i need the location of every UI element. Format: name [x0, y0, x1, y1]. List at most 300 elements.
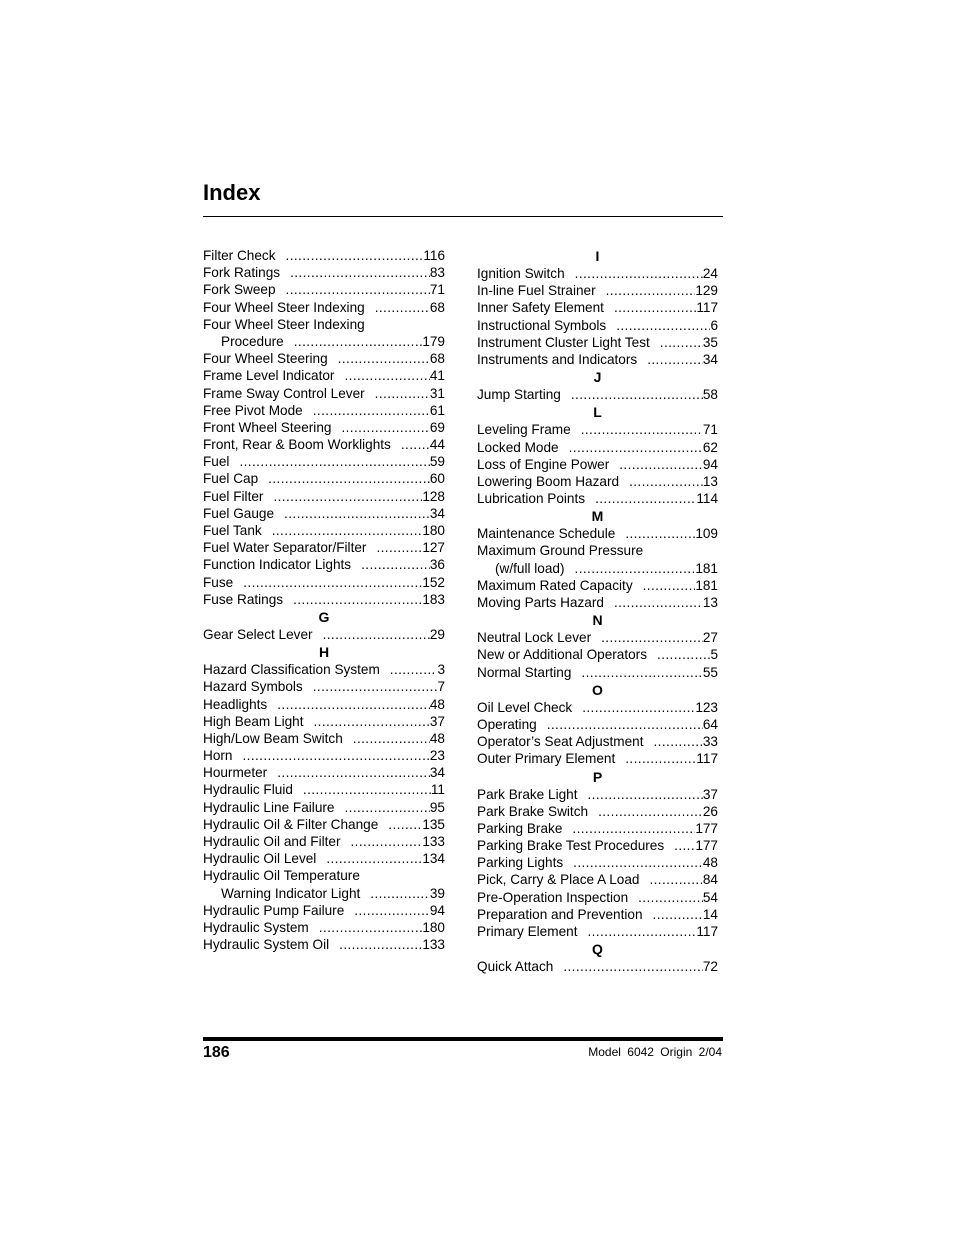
- dot-leader: [274, 505, 430, 522]
- index-entry-term: Frame Level Indicator: [203, 368, 335, 384]
- index-entry-term-continued: Procedure: [221, 333, 284, 349]
- index-entry-page: 127: [422, 540, 445, 556]
- index-entry-term: Quick Attach: [477, 959, 554, 975]
- dot-leader: [596, 282, 696, 299]
- index-entry-term: Park Brake Switch: [477, 803, 589, 819]
- index-entry: [203, 816, 445, 833]
- index-entry-term: Hourmeter: [203, 765, 268, 781]
- index-entry-term: Ignition Switch: [477, 266, 565, 281]
- dot-leader: [650, 334, 703, 351]
- index-entry-page: 31: [429, 385, 445, 401]
- index-entry: [203, 850, 445, 867]
- index-entry-term: Operating: [477, 716, 537, 732]
- dot-leader: [303, 402, 430, 419]
- dot-leader: [578, 786, 703, 803]
- index-entry-term: Inner Safety Element: [477, 300, 604, 316]
- index-entry: [203, 591, 445, 608]
- index-entry-term: Lubrication Points: [477, 491, 586, 507]
- index-entry: [203, 713, 445, 730]
- index-entry-page: 94: [429, 902, 445, 918]
- index-entry-page: 116: [423, 248, 445, 263]
- index-entry-term: Hydraulic Line Failure: [203, 799, 335, 815]
- dot-leader: [588, 803, 703, 820]
- index-entry: [203, 833, 445, 850]
- index-entry-page: 24: [702, 266, 718, 281]
- index-entry-page: 61: [429, 402, 445, 418]
- dot-leader: [316, 850, 422, 867]
- index-letter-heading: J: [593, 369, 602, 386]
- dot-leader: [591, 629, 703, 646]
- dot-leader: [328, 350, 430, 367]
- dot-leader: [565, 265, 703, 282]
- index-entry-page: 183: [422, 591, 445, 607]
- index-entry-term: Instrument Cluster Light Test: [477, 334, 650, 350]
- index-entry: [203, 436, 445, 453]
- index-entry-page: 35: [702, 334, 718, 350]
- index-entry-term: Fork Ratings: [203, 265, 281, 281]
- index-entry: [203, 747, 445, 764]
- index-entry: [203, 367, 445, 384]
- dot-leader: [585, 490, 696, 507]
- header-rule: [203, 216, 723, 217]
- index-entry: [477, 646, 718, 663]
- index-entry-page: 13: [702, 595, 718, 610]
- index-entry-term: New or Additional Operators: [477, 647, 648, 663]
- index-letter-heading: L: [593, 404, 602, 421]
- dot-leader: [537, 716, 703, 733]
- index-entry-page: 133: [422, 834, 445, 849]
- index-entry-term: Fuel Filter: [203, 488, 264, 504]
- index-entry-page: 44: [429, 437, 445, 453]
- index-letter-heading: O: [592, 681, 603, 698]
- index-entry: [477, 421, 718, 438]
- dot-leader: [664, 837, 695, 854]
- dot-leader: [571, 664, 702, 681]
- index-entry-term: Parking Brake Test Procedures: [477, 838, 665, 854]
- index-entry: [477, 803, 718, 820]
- index-entry: [203, 419, 445, 436]
- index-entry: [477, 750, 718, 767]
- index-entry: [477, 542, 718, 576]
- index-entry-term: Front Wheel Steering: [203, 419, 332, 435]
- index-entry: [477, 820, 718, 837]
- index-entry-page: 71: [429, 282, 445, 298]
- index-entry-page: 27: [702, 630, 718, 646]
- index-entry-page: 6: [710, 317, 718, 333]
- index-entry: [477, 490, 718, 507]
- index-entry-page: 7: [437, 679, 445, 695]
- index-entry: [203, 350, 445, 367]
- index-entry-page: 177: [695, 838, 718, 854]
- index-entry-term: Pre-Operation Inspection: [477, 889, 629, 905]
- index-entry-term: Pick, Carry & Place A Load: [477, 872, 640, 888]
- dot-leader: [276, 247, 424, 264]
- index-entry-term: High Beam Light: [203, 713, 304, 729]
- dot-leader: [606, 317, 710, 334]
- index-entry-page: 117: [696, 300, 718, 316]
- index-entry: [477, 265, 718, 282]
- index-entry-page: 69: [429, 419, 445, 435]
- index-entry-page: 181: [695, 577, 718, 593]
- index-entry: [477, 577, 718, 594]
- index-entry: [203, 488, 445, 505]
- dot-leader: [604, 594, 703, 611]
- index-entry-page: 36: [429, 557, 445, 573]
- index-entry-term: Headlights: [203, 696, 268, 712]
- index-entry: [477, 629, 718, 646]
- dot-leader: [351, 556, 430, 573]
- index-entry-term: Fork Sweep: [203, 282, 276, 298]
- index-entry-page: 37: [429, 713, 445, 729]
- index-entry: [477, 282, 718, 299]
- dot-leader: [378, 816, 422, 833]
- index-entry: [203, 402, 445, 419]
- index-entry-term: Fuel Water Separator/Filter: [203, 540, 367, 556]
- footer-rule: [203, 1037, 723, 1041]
- index-entry-page: 128: [422, 488, 445, 504]
- index-entry-term: Normal Starting: [477, 664, 572, 680]
- dot-leader: [329, 936, 422, 953]
- index-entry: [203, 661, 445, 678]
- index-entry: [203, 730, 445, 747]
- dot-leader: [391, 436, 430, 453]
- dot-leader: [633, 577, 696, 594]
- index-column-left: [203, 247, 445, 953]
- index-entry: [477, 594, 718, 611]
- dot-leader: [565, 560, 696, 577]
- index-entry-term: Hydraulic Oil and Filter: [203, 834, 341, 849]
- index-entry: [203, 453, 445, 470]
- index-entry-term: Front, Rear & Boom Worklights: [203, 437, 391, 453]
- index-entry-term: Hazard Classification System: [203, 662, 380, 678]
- index-entry-term: Instructional Symbols: [477, 317, 607, 333]
- index-entry-page: 41: [429, 368, 445, 384]
- dot-leader: [563, 854, 703, 871]
- index-entry-page: 84: [702, 872, 718, 888]
- index-entry: [203, 919, 445, 936]
- index-entry-term: Filter Check: [203, 248, 276, 263]
- dot-leader: [571, 421, 703, 438]
- dot-leader: [643, 906, 703, 923]
- index-entry-page: 109: [695, 526, 718, 542]
- index-entry-page: 33: [702, 734, 718, 750]
- index-entry: [477, 351, 718, 368]
- dot-leader: [267, 696, 430, 713]
- index-entry-page: 117: [696, 924, 718, 939]
- index-entry: [477, 837, 718, 854]
- index-entry-term: Jump Starting: [477, 387, 561, 403]
- index-entry: [203, 696, 445, 713]
- dot-leader: [344, 902, 430, 919]
- index-entry: [477, 889, 718, 906]
- dot-leader: [233, 574, 422, 591]
- index-entry-term: Fuel Cap: [203, 471, 259, 487]
- dot-leader: [577, 923, 696, 940]
- dot-leader: [331, 419, 429, 436]
- index-entry-term: Parking Lights: [477, 855, 564, 871]
- footer-model-origin: Model 6042 Origin 2/04: [588, 1045, 722, 1059]
- index-entry: [203, 281, 445, 298]
- index-entry: [203, 781, 445, 798]
- index-entry: [477, 716, 718, 733]
- dot-leader: [562, 820, 695, 837]
- index-entry-term: Hydraulic System Oil: [203, 937, 330, 953]
- dot-leader: [341, 833, 423, 850]
- dot-leader: [366, 539, 422, 556]
- index-entry-page: 68: [429, 351, 445, 367]
- index-entry: [477, 906, 718, 923]
- dot-leader: [334, 799, 429, 816]
- index-entry-term: Four Wheel Steer Indexing: [203, 316, 365, 332]
- index-entry: [203, 678, 445, 695]
- dot-leader: [258, 470, 430, 487]
- index-entry-term: Four Wheel Steering: [203, 351, 328, 367]
- index-entry-term: Frame Sway Control Lever: [203, 385, 365, 401]
- index-entry: [477, 958, 718, 975]
- dot-leader: [380, 661, 438, 678]
- index-entry: [203, 522, 445, 539]
- index-entry-term: Four Wheel Steer Indexing: [203, 299, 365, 315]
- index-letter-heading: Q: [592, 941, 603, 958]
- dot-leader: [309, 919, 423, 936]
- index-entry: [477, 733, 718, 750]
- dot-leader: [615, 525, 695, 542]
- index-entry: [477, 317, 718, 334]
- index-entry: [203, 316, 445, 350]
- dot-leader: [644, 733, 703, 750]
- index-entry-term: Fuse Ratings: [203, 591, 284, 607]
- index-entry-term-continued: Warning Indicator Light: [221, 885, 361, 901]
- dot-leader: [639, 871, 702, 888]
- index-entry-page: 13: [702, 473, 718, 489]
- index-entry-term: Hydraulic Oil Temperature: [203, 868, 360, 884]
- index-letter-heading: P: [592, 768, 603, 785]
- index-entry-term: High/Low Beam Switch: [203, 730, 343, 746]
- index-entry: [203, 385, 445, 402]
- index-entry-page: 133: [422, 937, 445, 953]
- index-entry-page: 26: [702, 803, 718, 819]
- dot-leader: [313, 626, 430, 643]
- index-entry-term: Leveling Frame: [477, 422, 571, 438]
- index-entry: [477, 923, 718, 940]
- index-entry-page: 34: [429, 505, 445, 521]
- index-entry-term: Fuel: [203, 454, 230, 470]
- index-entry-page: 29: [429, 626, 445, 642]
- index-entry-term: Hydraulic System: [203, 919, 309, 935]
- index-entry-page: 64: [702, 716, 718, 732]
- dot-leader: [303, 678, 438, 695]
- index-entry-page: 68: [429, 299, 445, 315]
- index-entry-term: Outer Primary Element: [477, 751, 616, 767]
- index-entry-term: In-line Fuel Strainer: [477, 283, 596, 299]
- index-entry-page: 60: [429, 471, 445, 487]
- index-entry-term: Hydraulic Oil Level: [203, 851, 317, 867]
- index-entry-term: Fuel Gauge: [203, 505, 275, 521]
- index-entry-page: 95: [429, 799, 445, 815]
- page-title: Index: [203, 180, 261, 205]
- dot-leader: [637, 351, 703, 368]
- index-entry-page: 179: [422, 333, 445, 349]
- index-entry: [477, 664, 718, 681]
- index-entry-term: Preparation and Prevention: [477, 906, 643, 922]
- dot-leader: [619, 473, 703, 490]
- index-entry-page: 94: [702, 456, 718, 472]
- page-number: 186: [203, 1044, 230, 1061]
- index-entry-term: Hazard Symbols: [203, 679, 303, 695]
- index-entry-page: 48: [702, 855, 718, 871]
- index-entry-page: 134: [422, 851, 445, 867]
- index-entry-page: 114: [696, 491, 718, 507]
- index-entry: [477, 299, 718, 316]
- index-entry-page: 59: [429, 454, 445, 470]
- index-entry: [203, 936, 445, 953]
- index-entry: [477, 786, 718, 803]
- dot-leader: [365, 299, 430, 316]
- index-entry: [477, 334, 718, 351]
- index-letter-heading: M: [591, 508, 604, 525]
- index-entry-page: 48: [429, 730, 445, 746]
- index-entry: [203, 626, 445, 643]
- index-entry-page: 34: [429, 765, 445, 781]
- index-entry-page: 135: [422, 816, 445, 832]
- index-entry-term: Fuse: [203, 574, 234, 590]
- dot-leader: [276, 281, 430, 298]
- dot-leader: [559, 439, 703, 456]
- index-entry-page: 152: [422, 574, 445, 590]
- index-entry-term: Oil Level Check: [477, 699, 573, 715]
- dot-leader: [604, 299, 696, 316]
- index-entry-page: 180: [422, 919, 445, 935]
- dot-leader: [263, 488, 422, 505]
- index-entry-page: 62: [702, 439, 718, 455]
- index-entry: [203, 867, 445, 901]
- index-entry-page: 37: [702, 786, 718, 802]
- index-entry: [203, 470, 445, 487]
- dot-leader: [280, 264, 430, 281]
- index-entry-page: 5: [710, 647, 718, 663]
- index-entry-page: 72: [702, 959, 718, 975]
- dot-leader: [360, 885, 430, 902]
- index-letter-heading: G: [318, 608, 330, 625]
- index-entry: [477, 386, 718, 403]
- index-entry-term: Hydraulic Pump Failure: [203, 902, 345, 918]
- dot-leader: [609, 456, 703, 473]
- index-entry-page: 23: [429, 748, 445, 764]
- dot-leader: [334, 367, 429, 384]
- index-entry-term-continued: (w/full load): [495, 560, 565, 576]
- index-entry: [477, 456, 718, 473]
- index-entry-page: 39: [429, 885, 445, 901]
- index-entry-page: 83: [429, 265, 445, 281]
- index-entry: [477, 871, 718, 888]
- index-entry-term: Primary Element: [477, 924, 578, 939]
- index-entry: [203, 247, 445, 264]
- index-entry: [203, 764, 445, 781]
- index-entry-page: 123: [695, 699, 718, 715]
- index-entry-term: Instruments and Indicators: [477, 351, 638, 367]
- index-entry-page: 3: [437, 662, 445, 678]
- index-entry-page: 58: [702, 387, 718, 403]
- dot-leader: [343, 730, 430, 747]
- dot-leader: [304, 713, 430, 730]
- dot-leader: [283, 591, 422, 608]
- index-entry-page: 180: [422, 523, 445, 538]
- index-entry-page: 14: [702, 906, 718, 922]
- index-entry-page: 117: [696, 751, 718, 767]
- index-entry-term: Park Brake Light: [477, 786, 578, 802]
- index-entry-term: Lowering Boom Hazard: [477, 473, 620, 489]
- index-entry-term: Function Indicator Lights: [203, 557, 352, 573]
- dot-leader: [572, 699, 695, 716]
- index-entry: [477, 699, 718, 716]
- index-entry-page: 54: [702, 889, 718, 905]
- index-entry-page: 11: [430, 782, 445, 798]
- dot-leader: [365, 385, 430, 402]
- index-entry-page: 55: [702, 664, 718, 680]
- index-entry-term: Maintenance Schedule: [477, 526, 616, 542]
- index-entry-page: 34: [702, 351, 718, 367]
- index-entry-term: Locked Mode: [477, 439, 559, 455]
- dot-leader: [553, 958, 703, 975]
- dot-leader: [229, 453, 429, 470]
- index-entry-term: Gear Select Lever: [203, 626, 313, 642]
- dot-leader: [284, 333, 423, 350]
- index-entry: [203, 574, 445, 591]
- index-entry: [203, 299, 445, 316]
- index-entry-term: Fuel Tank: [203, 523, 262, 538]
- dot-leader: [647, 646, 710, 663]
- index-entry-page: 71: [702, 422, 718, 438]
- dot-leader: [232, 747, 429, 764]
- index-entry: [203, 902, 445, 919]
- index-letter-heading: H: [318, 644, 330, 661]
- index-entry-page: 48: [429, 696, 445, 712]
- dot-leader: [561, 386, 703, 403]
- index-entry-page: 129: [695, 283, 718, 299]
- index-letter-heading: I: [595, 248, 600, 264]
- index-entry-term: Maximum Ground Pressure: [477, 543, 644, 559]
- index-entry-term: Neutral Lock Lever: [477, 630, 592, 646]
- index-entry-term: Hydraulic Fluid: [203, 782, 293, 798]
- dot-leader: [262, 522, 423, 539]
- index-entry-term: Parking Brake: [477, 820, 563, 836]
- index-entry-page: 177: [695, 820, 718, 836]
- index-entry-term: Loss of Engine Power: [477, 456, 610, 472]
- index-entry: [203, 539, 445, 556]
- dot-leader: [628, 889, 703, 906]
- index-entry: [477, 525, 718, 542]
- index-entry: [203, 556, 445, 573]
- index-entry: [203, 264, 445, 281]
- index-entry-term: Moving Parts Hazard: [477, 595, 604, 610]
- index-column-right: [477, 247, 718, 975]
- index-entry: [203, 505, 445, 522]
- index-entry-term: Maximum Rated Capacity: [477, 577, 633, 593]
- index-entry: [477, 439, 718, 456]
- dot-leader: [615, 750, 696, 767]
- index-entry: [477, 473, 718, 490]
- dot-leader: [267, 764, 430, 781]
- index-entry: [477, 854, 718, 871]
- dot-leader: [293, 781, 431, 798]
- index-entry-term: Operator’s Seat Adjustment: [477, 734, 644, 750]
- index-entry-term: Horn: [203, 748, 233, 764]
- index-entry-term: Hydraulic Oil & Filter Change: [203, 816, 379, 832]
- index-entry: [203, 799, 445, 816]
- index-letter-heading: N: [592, 612, 603, 629]
- index-entry-page: 181: [695, 560, 718, 576]
- index-entry-term: Free Pivot Mode: [203, 402, 303, 418]
